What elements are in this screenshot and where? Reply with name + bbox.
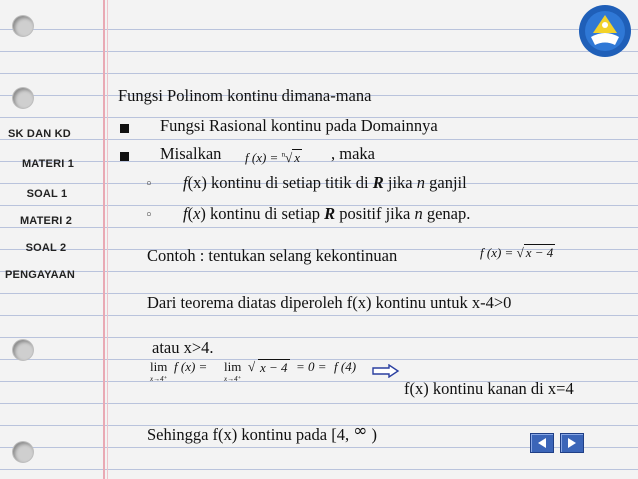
line-genap: f(x) kontinu di setiap R positif jika n genap.: [183, 204, 471, 223]
sqrt-sign: √: [516, 245, 524, 260]
nav-soal-2[interactable]: SOAL 2: [25, 242, 67, 254]
limit-formula: [150, 359, 370, 389]
tut-wuri-handayani-logo: [577, 3, 633, 59]
line-ganjil: f(x) kontinu di setiap titik di R jika n ganjil: [183, 173, 467, 192]
lim-word-2: lim: [224, 359, 242, 374]
margin-line-secondary: [107, 0, 108, 479]
bullet-marker: [120, 124, 129, 133]
contoh-fx: f (x) =: [480, 245, 514, 260]
sqrt-sign: √: [248, 359, 256, 374]
line-polinom: Fungsi Polinom kontinu dimana-mana: [118, 86, 372, 105]
kontinu-kanan-text: f(x) kontinu kanan di x=4: [404, 379, 574, 398]
lim-subscript-2: x→4⁺: [224, 375, 242, 383]
binder-hole: [13, 16, 33, 36]
nav-soal-1[interactable]: SOAL 1: [26, 188, 68, 200]
line-rasional: Fungsi Rasional kontinu pada Domainnya: [160, 116, 438, 135]
misalkan-label: Misalkan: [160, 144, 222, 163]
dari-text: Dari teorema diatas diperoleh f(x) kontinu untuk x-4>0: [147, 293, 512, 312]
next-slide-button[interactable]: [560, 433, 584, 453]
lim-subscript: x→4⁺: [150, 375, 168, 383]
sqrt-sign: √: [285, 150, 293, 165]
maka-text: , maka: [331, 144, 375, 163]
margin-line: [103, 0, 105, 479]
nav-materi-2[interactable]: MATERI 2: [19, 215, 73, 227]
lim-word: lim: [150, 359, 168, 374]
sehingga-text: Sehingga f(x) kontinu pada [4, ∞ ): [147, 421, 377, 444]
nav-pengayaan[interactable]: PENGAYAAN: [5, 269, 76, 281]
contoh-text: Contoh : tentukan selang kekontinuan: [147, 246, 398, 265]
infinity-symbol: ∞: [353, 421, 368, 441]
misalkan-fx: f (x) =: [245, 150, 279, 165]
atau-text: atau x>4.: [152, 338, 214, 357]
circle-bullet: ◦: [145, 208, 153, 223]
lim-lhs: f (x) =: [174, 359, 208, 374]
nav-materi-1[interactable]: MATERI 1: [21, 158, 75, 170]
triangle-left-icon: [536, 437, 548, 449]
lim-radicand: x − 4: [260, 360, 288, 375]
triangle-right-icon: [566, 437, 578, 449]
nav-sk-dan-kd[interactable]: SK DAN KD: [8, 128, 71, 140]
misalkan-formula: [245, 149, 302, 166]
contoh-radicand: x − 4: [525, 245, 554, 260]
lim-result: f (4): [334, 359, 357, 374]
root-index: n: [281, 150, 286, 159]
bullet-marker: [120, 152, 129, 161]
binder-hole: [13, 442, 33, 462]
binder-hole: [13, 340, 33, 360]
misalkan-radicand: x: [294, 150, 300, 165]
circle-bullet: ◦: [145, 177, 153, 192]
previous-slide-button[interactable]: [530, 433, 554, 453]
contoh-formula: [480, 244, 555, 261]
binder-hole: [13, 88, 33, 108]
lim-equals-zero: = 0 =: [296, 359, 327, 374]
implies-arrow-icon: [372, 364, 400, 378]
